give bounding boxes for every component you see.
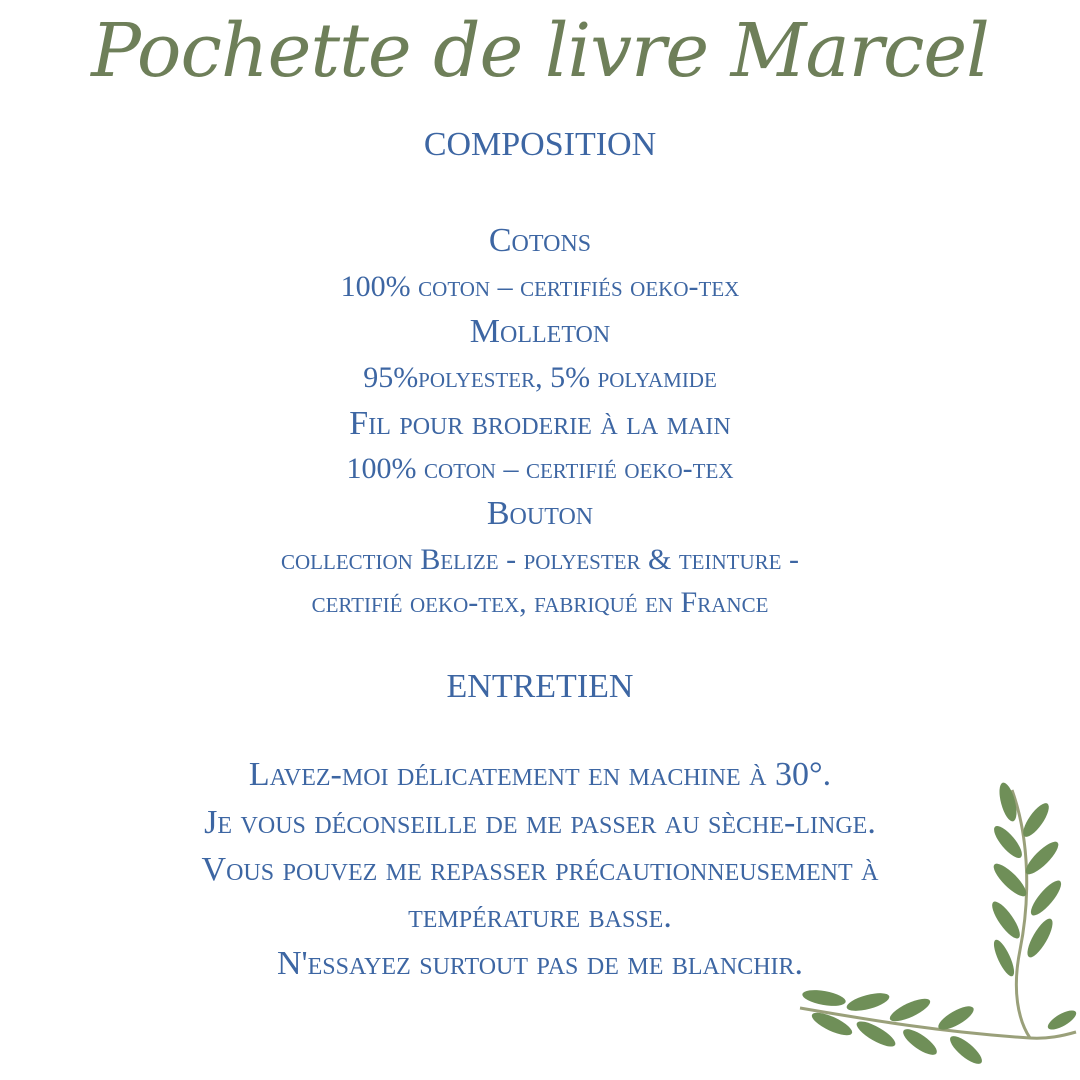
item-bouton-title: Bouton bbox=[486, 495, 594, 532]
care-line-4: température basse. bbox=[408, 898, 672, 935]
item-fil-title: Fil pour broderie à la main bbox=[349, 405, 731, 442]
item-molleton-title: Molleton bbox=[469, 313, 611, 350]
item-molleton-detail: 95%polyester, 5% polyamide bbox=[363, 361, 717, 394]
care-line-3: Vous pouvez me repasser précautionneusement à bbox=[201, 851, 879, 888]
care-line-2: Je vous déconseille de me passer au sèche-linge. bbox=[204, 804, 876, 841]
item-fil-detail: 100% coton – certifié oeko-tex bbox=[346, 452, 734, 485]
item-bouton-detail-line-2: certifié oeko-tex, fabriqué en France bbox=[311, 586, 769, 619]
page-title: Pochette de livre Marcel bbox=[91, 8, 989, 94]
item-bouton-detail-line-1: collection Belize - polyester & teinture - bbox=[281, 543, 799, 576]
care-line-1: Lavez-moi délicatement en machine à 30°. bbox=[248, 756, 832, 793]
care-line-5: N'essayez surtout pas de me blanchir. bbox=[276, 945, 804, 982]
composition-heading: COMPOSITION bbox=[423, 126, 657, 163]
entretien-heading: ENTRETIEN bbox=[446, 668, 634, 705]
item-cotons-title: Cotons bbox=[488, 222, 592, 259]
item-cotons-detail: 100% coton – certifiés oeko-tex bbox=[340, 270, 740, 303]
olive-branch-icon bbox=[780, 780, 1080, 1080]
